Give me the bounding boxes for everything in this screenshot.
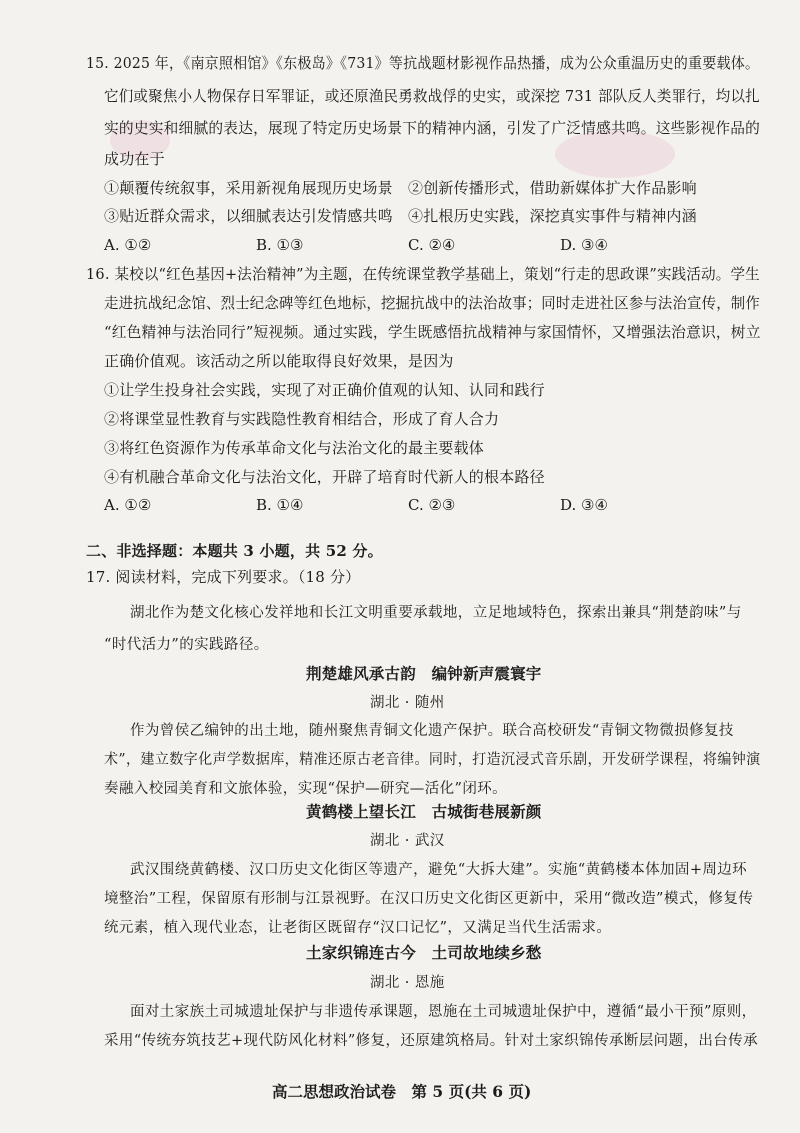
q16-stem-line-1: 16. 某校以“红色基因+法治精神”为主题，在传统课堂教学基础上，策划“行走的思政课”实践活动。学生 <box>86 265 760 283</box>
section-place-suizhou: 湖北 · 随州 <box>370 695 445 711</box>
q15-option-d: D. ③④ <box>560 236 608 254</box>
q15-option-c: C. ②④ <box>408 236 456 254</box>
section-place-wuhan: 湖北 · 武汉 <box>370 833 445 849</box>
page-footer: 高二思想政治试卷 第 5 页(共 6 页) <box>272 1082 532 1101</box>
q16-statement-4: ④有机融合革命文化与法治文化，开辟了培育时代新人的根本路径 <box>104 468 545 486</box>
q16-option-a: A. ①② <box>104 496 152 514</box>
q15-statement-4: ④扎根历史实践，深挖真实事件与精神内涵 <box>408 207 697 225</box>
section-title-enshi: 土家织锦连古今 土司故地续乡愁 <box>306 943 542 962</box>
q17-prompt: 17. 阅读材料，完成下列要求。（18 分） <box>86 568 361 586</box>
q15-statement-2: ②创新传播形式，借助新媒体扩大作品影响 <box>408 179 697 197</box>
wuhan-text-line-1: 武汉围绕黄鹤楼、汉口历史文化街区等遗产，避免“大拆大建”。实施“黄鹤楼本体加固+周边环 <box>130 862 748 878</box>
q16-stem-line-4: 正确价值观。该活动之所以能取得良好效果，是因为 <box>104 352 454 370</box>
q17-intro-line-1: 湖北作为楚文化核心发祥地和长江文明重要承载地，立足地域特色，探索出兼具“荆楚韵味”与 <box>130 605 742 621</box>
q15-statement-3: ③贴近群众需求，以细腻表达引发情感共鸣 <box>104 207 393 225</box>
q15-stem-line-3: 实的史实和细腻的表达，展现了特定历史场景下的精神内涵，引发了广泛情感共鸣。这些影视作品的 <box>104 119 761 137</box>
wuhan-text-line-3: 统元素，植入现代业态，让老街区既留存“汉口记忆”，又满足当代生活需求。 <box>104 920 612 936</box>
enshi-text-line-1: 面对土家族土司城遗址保护与非遗传承课题，恩施在土司城遗址保护中，遵循“最小干预”原则， <box>130 1004 757 1020</box>
q15-option-b: B. ①③ <box>256 236 304 254</box>
q16-option-c: C. ②③ <box>408 496 456 514</box>
q15-option-a: A. ①② <box>104 236 152 254</box>
q16-statement-3: ③将红色资源作为传承革命文化与法治文化的最主要载体 <box>104 439 485 457</box>
section-2-heading: 二、非选择题：本题共 3 小题，共 52 分。 <box>86 542 383 560</box>
suizhou-text-line-2: 术”，建立数字化声学数据库，精准还原古老音律。同时，打造沉浸式音乐剧，开发研学课程，将编钟演 <box>104 752 761 768</box>
section-title-suizhou: 荆楚雄风承古韵 编钟新声震寰宇 <box>306 664 542 683</box>
q16-stem-line-2: 走进抗战纪念馆、烈士纪念碑等红色地标，挖掘抗战中的法治故事；同时走进社区参与法治宣传，制作 <box>104 294 760 312</box>
q16-option-d: D. ③④ <box>560 496 608 514</box>
q16-stem-line-3: “红色精神与法治同行”短视频。通过实践，学生既感悟抗战精神与家国情怀，又增强法治意识，树立 <box>104 323 761 341</box>
q15-stem-line-1: 15. 2025 年，《南京照相馆》《东极岛》《731》等抗战题材影视作品热播，成为公众重温历史的重要载体。 <box>86 54 760 72</box>
suizhou-text-line-1: 作为曾侯乙编钟的出土地，随州聚焦青铜文化遗产保护。联合高校研发“青铜文物微损修复技 <box>130 723 734 739</box>
q16-option-b: B. ①④ <box>256 496 304 514</box>
enshi-text-line-2: 采用“传统夯筑技艺+现代防风化材料”修复，还原建筑格局。针对土家织锦传承断层问题，出台传承 <box>104 1033 758 1049</box>
q16-statement-1: ①让学生投身社会实践，实现了对正确价值观的认知、认同和践行 <box>104 381 545 399</box>
wuhan-text-line-2: 境整治”工程，保留原有形制与江景视野。在汉口历史文化街区更新中，采用“微改造”模式，修复传 <box>104 891 754 907</box>
q15-stem-line-4: 成功在于 <box>104 150 165 168</box>
q15-statement-1: ①颠覆传统叙事，采用新视角展现历史场景 <box>104 179 393 197</box>
q15-stem-line-2: 它们或聚焦小人物保存日军罪证，或还原渔民勇救战俘的史实，或深挖 731 部队反人类罪行，均以扎 <box>104 87 760 105</box>
section-title-wuhan: 黄鹤楼上望长江 古城街巷展新颜 <box>306 802 542 821</box>
suizhou-text-line-3: 奏融入校园美育和文旅体验，实现“保护—研究—活化”闭环。 <box>104 781 508 797</box>
q16-statement-2: ②将课堂显性教育与实践隐性教育相结合，形成了育人合力 <box>104 410 500 428</box>
q17-intro-line-2: “时代活力”的实践路径。 <box>104 637 269 653</box>
section-place-enshi: 湖北 · 恩施 <box>370 975 445 991</box>
